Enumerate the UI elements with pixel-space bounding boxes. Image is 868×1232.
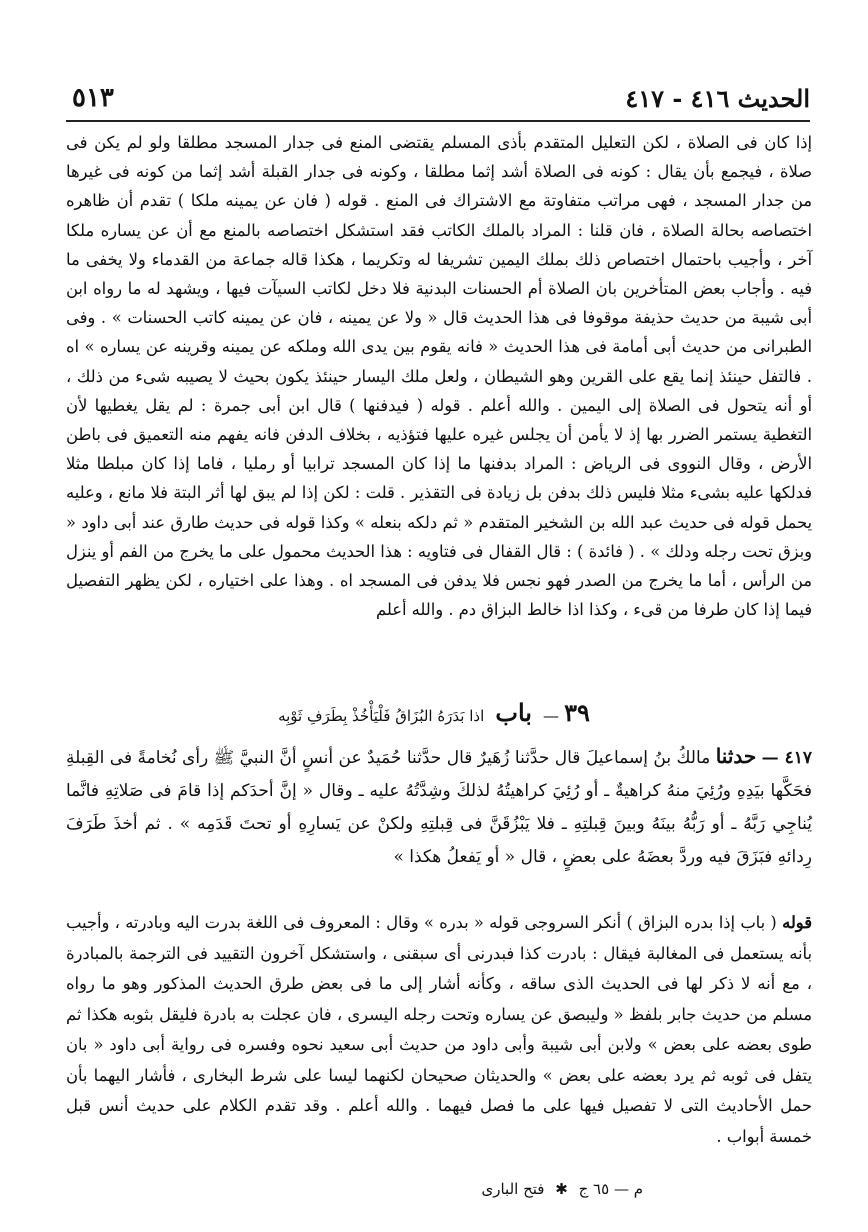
star-icon: ✱ — [555, 1180, 568, 1198]
signature-mark: م — ٦٥ ج — [578, 1180, 643, 1198]
hadith-opener: حدثنا — [715, 744, 757, 768]
running-title: الحديث ٤١٦ - ٤١٧ — [625, 83, 810, 113]
commentary-paragraph-2 — [66, 908, 812, 1152]
hadith-paragraph — [66, 740, 812, 874]
page-number: ٥١٣ — [72, 83, 114, 113]
chapter-word: باب — [495, 698, 532, 727]
commentary-section-2 — [66, 908, 812, 1152]
hadith-number: ٤١٧ — — [761, 748, 813, 768]
qawluhu-lead: قوله — [782, 913, 812, 932]
page-header — [72, 78, 810, 118]
chapter-number: ٣٩ — [564, 698, 590, 727]
chapter-dash: — — [537, 706, 560, 725]
chapter-heading — [150, 698, 718, 738]
hadith-section — [66, 740, 812, 874]
hadith-text: مالكُ بنُ إسماعيلَ قال حدَّثنا زُهَيرٌ قال حدَّثنا حُمَيدٌ عن أنسٍ أنَّ النبيَّ ﷺ رأى نُخامةً فى القِبلةِ فحَكَّها بيَدِهِ ورُئِيَ منهُ كراهيةٌ ـ أو رُئِيَ كراهيتُهُ لذلكَ وشِدَّتُهُ عليه ـ وقال « إنَّ أحدَكم إذا قامَ فى صَلاتِهِ فانَّما يُناجِي رَبَّهُ ـ أو رَبُّهُ بينَهُ وبينَ قِبلتِهِ ـ فلا يَبْزُقَنَّ فى قِبلتِهِ ولكنْ عن يَسارِهِ أو تحتَ قَدَمِه » . ثم أخذَ طَرَفَ رِدائهِ فبَزَقَ فيه وردَّ بعضَهُ على بعضٍ ، قال « أو يَفعلُ هكذا » — [66, 748, 812, 867]
chapter-title: اذا بَدَرَهُ البُزَاقُ فَلْيَأْخُذْ بِطَرَفِ ثَوْبِه — [278, 707, 485, 725]
book-title: فتح البارى — [481, 1180, 545, 1198]
commentary-section-1 — [66, 128, 812, 624]
commentary-paragraph: إذا كان فى الصلاة ، لكن التعليل المتقدم بأذى المسلم يقتضى المنع فى جدار المسجد مطلقا ولو لم يكن فى صلاة ، فيجمع بأن يقال : كونه فى الصلاة أشد إثما مطلقا ، وكونه فى جدار القبلة أشد إثما من كونه فى غيرها من جدار المسجد ، فهى مراتب متفاوتة مع الاشتراك فى المنع . قوله ( فان عن يمينه ملكا ) تقدم أن ظاهره اختصاصه بحالة الصلاة ، فان قلنا : المراد بالملك الكاتب فقد استشكل اختصاصه بالمنع مع أن عن يساره ملكا آخر ، وأجيب باحتمال اختصاص ذلك بملك اليمين تشريفا له وتكريما ، هكذا قاله جماعة من القدماء ولا يخفى ما فيه . وأجاب بعض المتأخرين بان الصلاة أم الحسنات البدنية فلا دخل لكاتب السيآت فيها ، ويشهد له ما رواه ابن أبى شيبة من حديث حذيفة موقوفا فى هذا الحديث قال « ولا عن يمينه ، فان عن يمينه كاتب الحسنات » . وفى الطبرانى من حديث أبى أمامة فى هذا الحديث « فانه يقوم بين يدى الله وملكه عن يمينه وقرينه عن يساره » اه . فالتفل حينئذ إنما يقع على القرين وهو الشيطان ، ولعل ملك اليسار حينئذ يكون بحيث لا يصيبه شىء من ذلك ، أو أنه يتحول فى الصلاة إلى اليمين . والله أعلم . قوله ( فيدفنها ) قال ابن أبى جمرة : لم يقل يغطيها لأن التغطية يستمر الضرر بها إذ لا يأمن أن يجلس غيره عليها فتؤذيه ، بخلاف الدفن فانه يفهم منه التعميق فى باطن الأرض ، وقال النووى فى الرياض : المراد بدفنها ما إذا كان المسجد ترابيا أو رمليا ، فاما إذا كان مبلطا مثلا فدلكها عليه بشىء مثلا فليس ذلك بدفن بل زيادة فى التقذير . قلت : لكن إذا لم يبق لها أثر البتة فلا مانع ، وعليه يحمل قوله فى حديث عبد الله بن الشخير المتقدم « ثم دلكه بنعله » وكذا قوله فى حديث طارق عند أبى داود « وبزق تحت رجله ودلك » . ( فائدة ) : قال القفال فى فتاويه : هذا الحديث محمول على ما يخرج من الفم أو ينزل من الرأس ، أما ما يخرج من الصدر فهو نجس فلا يدفن فى المسجد اه . وهذا على اختياره ، لكن يظهر التفصيل فيما إذا كان طرفا من قىء ، وكذا اذا خالط البزاق دم . والله أعلم — [66, 133, 812, 620]
commentary-2-text: ( باب إذا بدره البزاق ) أنكر السروجى قوله « بدره » وقال : المعروف فى اللغة بدرت اليه وبادرته ، وأجيب بأنه يستعمل فى المغالبة فيقال : بادرت كذا فبدرنى أى سبقنى ، واستشكل آخرون التقييد فى الترجمة بالمبادرة ، مع أنه لا ذكر لها فى الحديث الذى ساقه ، وكأنه أشار إلى ما فى بعض طرق الحديث المذكور وهو ما رواه مسلم من حديث جابر بلفظ « وليبصق عن يساره وتحت رجله اليسرى ، فان عجلت به بادرة فليقل بثوبه هكذا ثم طوى بعضه على بعض » ولابن أبى شيبة وأبى داود من حديث أبى سعيد نحوه وفسره فى رواية أبى داود « بان يتفل فى ثوبه ثم يرد بعضه على بعض » والحديثان صحيحان لكنهما ليسا على شرط البخارى ، فأشار اليهما بأن حمل الأحاديث التى لا تفصيل فيها على ما فصل فيهما . والله أعلم . وقد تقدم الكلام على حديث أنس قبل خمسة أبواب . — [66, 913, 812, 1146]
page-footer — [481, 1180, 643, 1198]
header-rule — [66, 120, 810, 122]
